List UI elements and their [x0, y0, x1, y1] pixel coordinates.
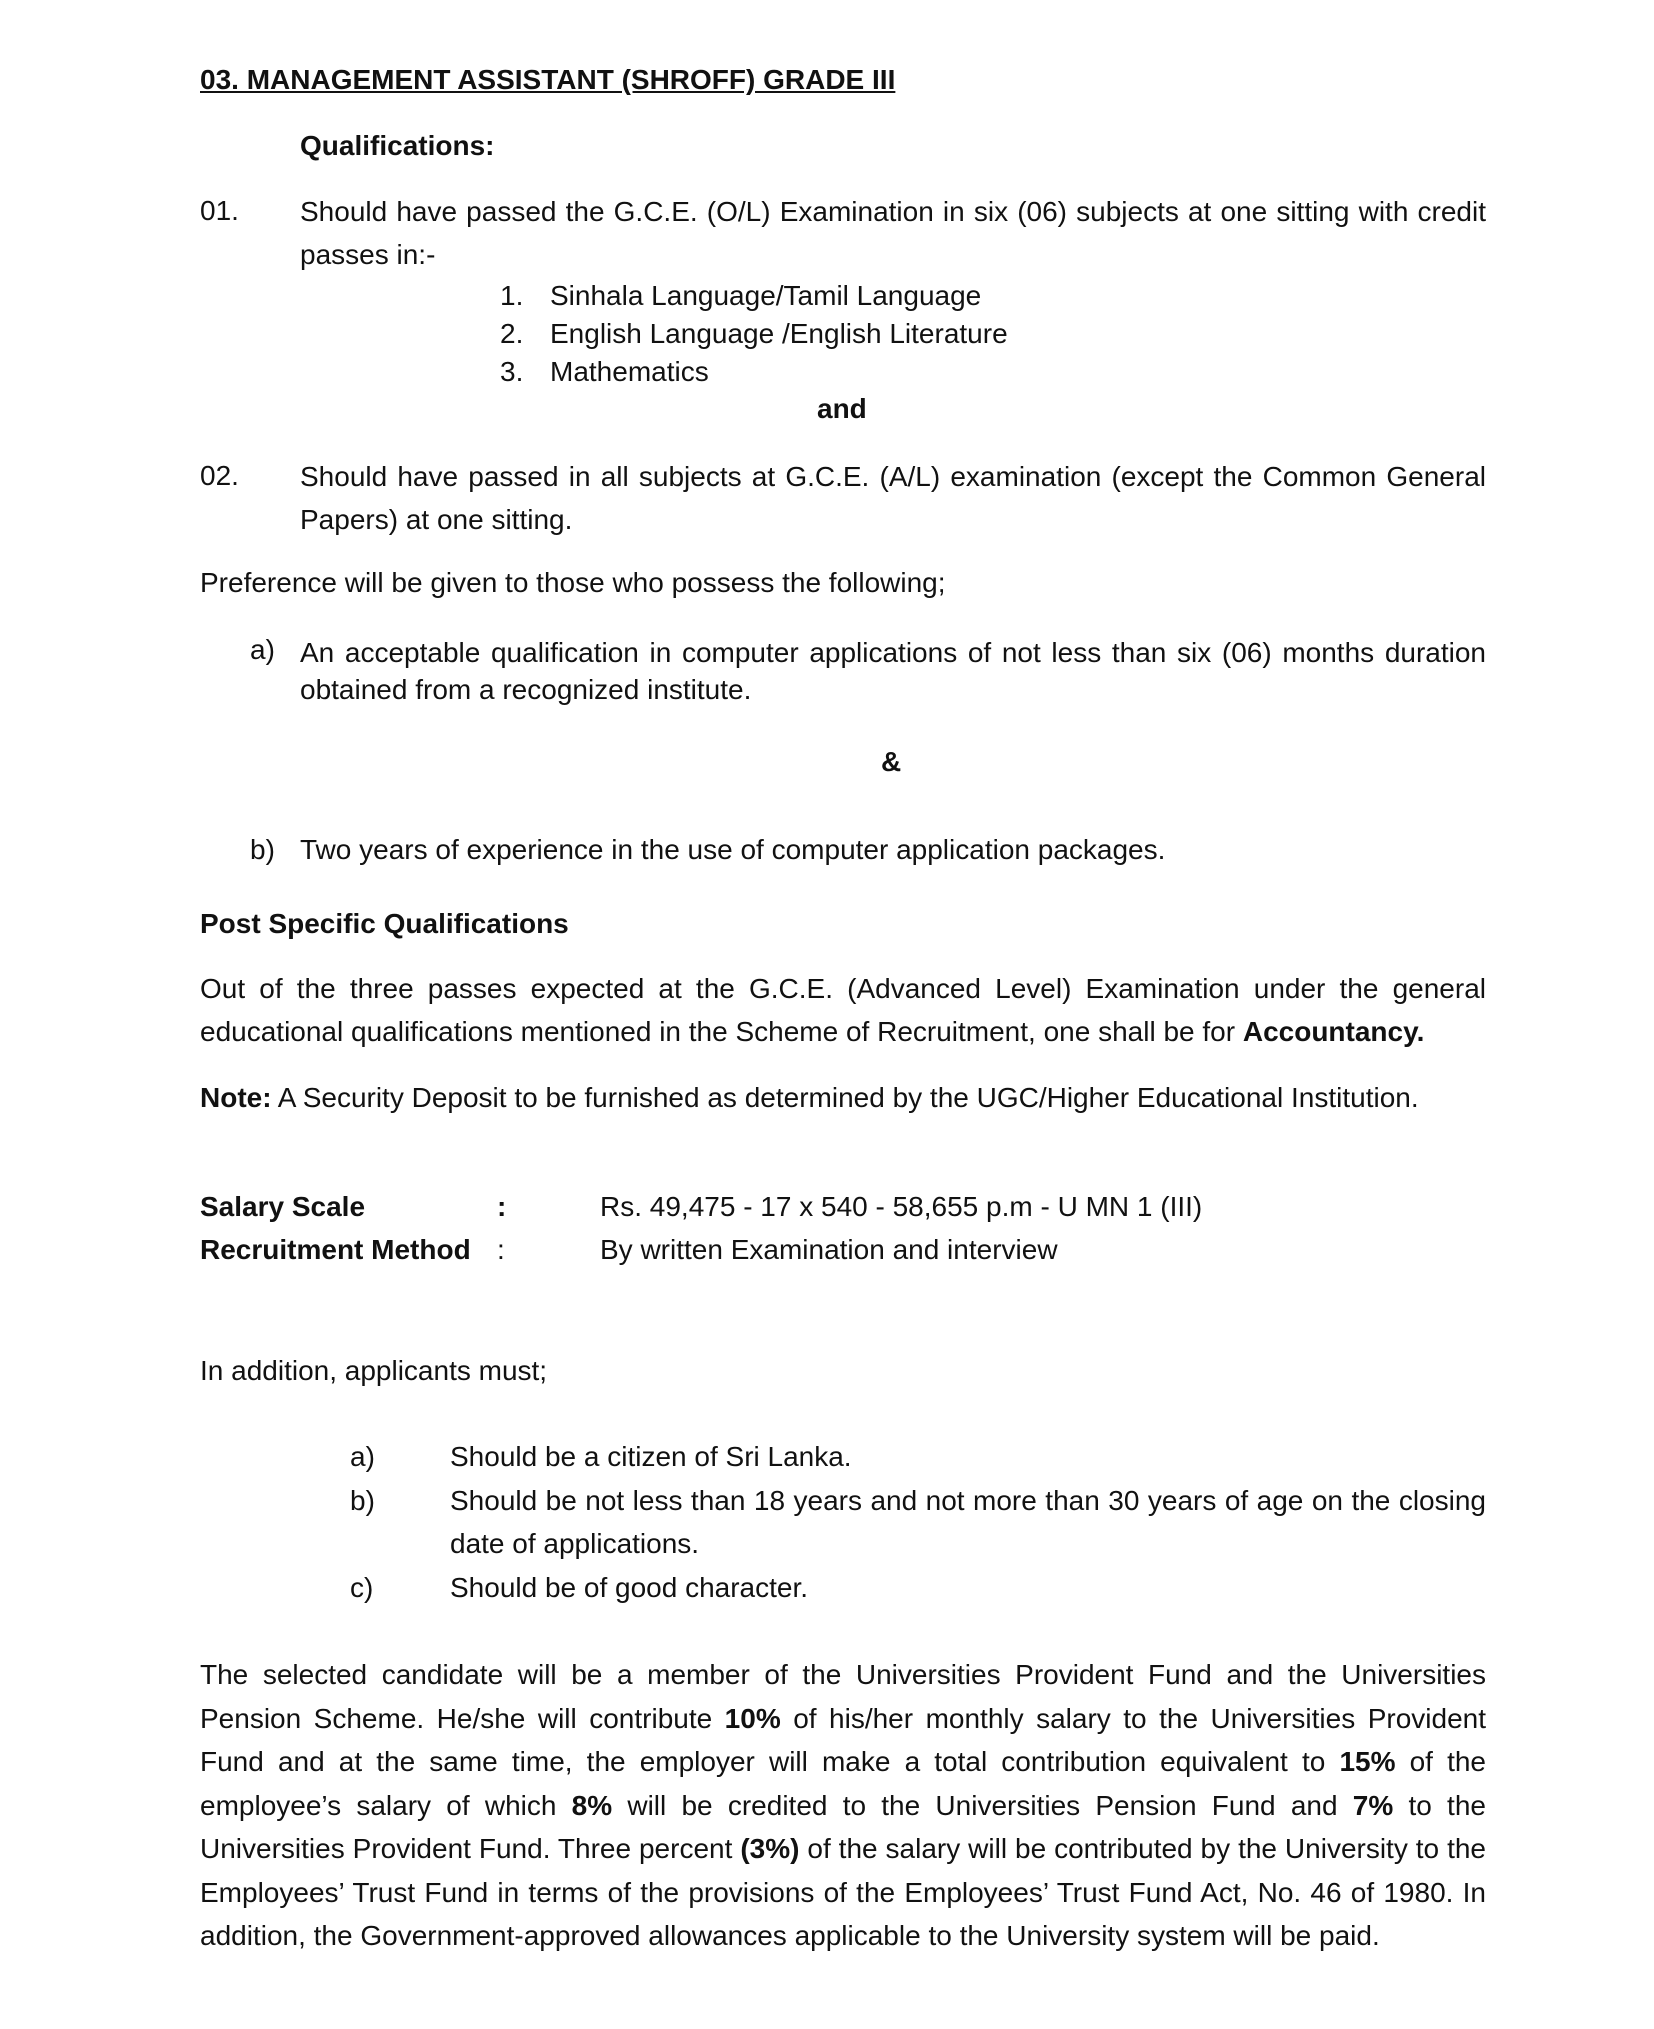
- subject-item: Sinhala Language/Tamil Language: [550, 280, 982, 311]
- pension-percent: 10%: [724, 1702, 781, 1734]
- salary-value: Rs. 49,475 - 17 x 540 - 58,655 p.m - U MN 1 (III): [600, 1191, 1203, 1222]
- item1-text: Should have passed the G.C.E. (O/L) Examination in six (06) subjects at one sitting with credit passes in:-: [300, 196, 1486, 270]
- pension-percent: (3%): [740, 1833, 800, 1864]
- list-letter: a): [350, 1441, 375, 1472]
- salary-colon: :: [497, 1191, 507, 1222]
- list-letter: b): [350, 1485, 375, 1516]
- preference-a-text: An acceptable qualification in computer applications of not less than six (06) months duration obtained from a recognized institute.: [300, 637, 1486, 705]
- subject-number: 1.: [500, 280, 524, 311]
- preference-b-text: Two years of experience in the use of computer application packages.: [300, 834, 1166, 865]
- section-title: 03. MANAGEMENT ASSISTANT (SHROFF) GRADE III: [200, 64, 896, 95]
- recruitment-value: By written Examination and interview: [600, 1234, 1058, 1265]
- recruitment-colon: :: [497, 1234, 505, 1265]
- addition-intro: In addition, applicants must;: [200, 1355, 548, 1386]
- pension-text: of the employee’s salary of which: [200, 1746, 1486, 1821]
- pension-text: of his/her monthly salary to the Universities Provident Fund and at the same time, the employer will make a total contribution equivalent to: [200, 1702, 1486, 1777]
- qualifications-heading: Qualifications:: [300, 130, 495, 161]
- pension-text: The selected candidate will be a member of the Universities Provident Fund and the Universities Pension Scheme. He/she will contribute: [200, 1659, 1486, 1734]
- pension-percent: 8%: [571, 1789, 613, 1821]
- list-letter: a): [250, 634, 275, 665]
- subject-item: Mathematics: [550, 356, 709, 387]
- subject-number: 2.: [500, 318, 524, 349]
- post-specific-heading: Post Specific Qualifications: [200, 908, 569, 939]
- list-letter: c): [350, 1572, 374, 1603]
- pension-paragraph: [200, 1653, 1486, 1958]
- preference-intro: Preference will be given to those who possess the following;: [200, 567, 946, 598]
- recruitment-label: Recruitment Method: [200, 1234, 471, 1265]
- pension-percent: 15%: [1339, 1746, 1396, 1777]
- subject-number: 3.: [500, 356, 524, 387]
- note-label: Note:: [200, 1082, 272, 1113]
- pension-text: will be credited to the Universities Pension Fund and: [612, 1789, 1353, 1821]
- note-line: [200, 1082, 1419, 1114]
- pension-percent: 7%: [1352, 1789, 1394, 1821]
- post-specific-body: Out of the three passes expected at the G.C.E. (Advanced Level) Examination under the general educational qualifications mentioned in the Scheme of Recruitment, one shall be for: [200, 973, 1486, 1047]
- requirement-item: Should be not less than 18 years and not more than 30 years of age on the closing date of applications.: [450, 1485, 1486, 1559]
- pension-text: to the Universities Provident Fund. Three percent: [200, 1789, 1486, 1864]
- subject-item: English Language /English Literature: [550, 318, 1008, 349]
- post-specific-text: [200, 967, 1486, 1053]
- post-specific-bold: Accountancy.: [1242, 1016, 1425, 1047]
- pension-text: of the salary will be contributed by the University to the Employees’ Trust Fund in terms of the provisions of the Employees’ Trust Fund Act, No. 46 of 1980. In addition, the Government-approved allowances applicable to the University system will be paid.: [200, 1833, 1486, 1951]
- item-number: 01.: [200, 195, 239, 226]
- requirement-item: Should be a citizen of Sri Lanka.: [450, 1441, 852, 1472]
- item-number: 02.: [200, 460, 239, 491]
- requirement-item: Should be of good character.: [450, 1572, 809, 1603]
- and-connector: and: [817, 393, 867, 424]
- salary-label: Salary Scale: [200, 1191, 366, 1222]
- list-letter: b): [250, 834, 275, 865]
- note-text: A Security Deposit to be furnished as determined by the UGC/Higher Educational Institution.: [277, 1082, 1419, 1113]
- item2-text: Should have passed in all subjects at G.C.E. (A/L) examination (except the Common General Papers) at one sitting.: [300, 461, 1486, 535]
- ampersand: &: [881, 746, 902, 777]
